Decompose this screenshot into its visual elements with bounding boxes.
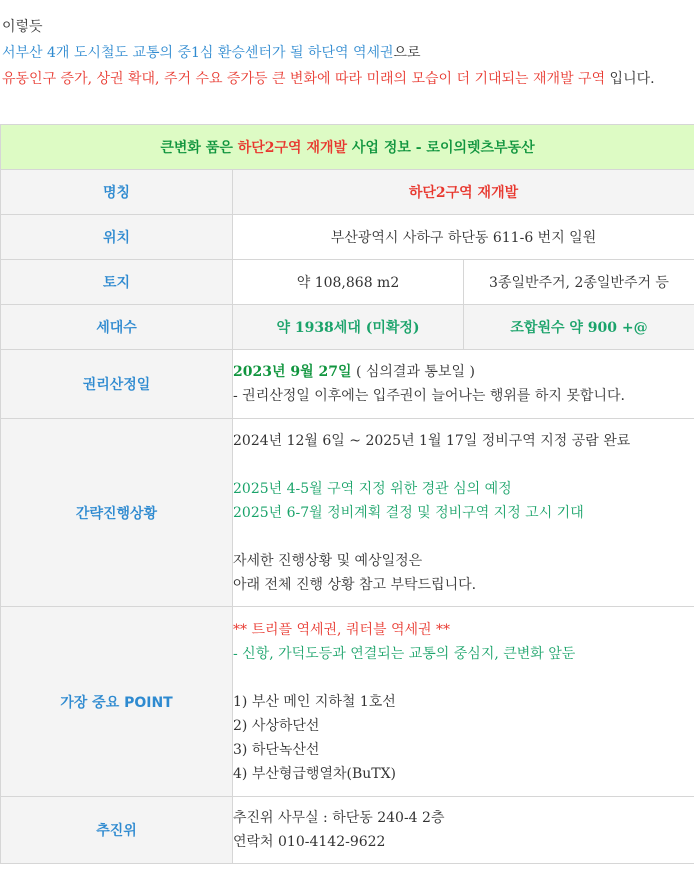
intro-line-3-end: 입니다. (605, 71, 655, 87)
label-households: 세대수 (1, 305, 233, 350)
point-item-3: 3) 하단녹산선 (233, 741, 320, 758)
table-row-name (1, 170, 694, 215)
spacer (233, 525, 694, 549)
progress-line-3: 2025년 6-7월 정비계획 결정 및 정비구역 지정 고시 기대 (233, 504, 584, 521)
intro-line-3 (2, 68, 692, 94)
value-households: 약 1938세대 (미확정) (233, 305, 464, 350)
intro-line-2-highlight: 서부산 4개 도시철도 교통의 중1심 환승센터가 될 하단역 역세권 (2, 45, 394, 61)
point-item-4: 4) 부산형급행열차(BuTX) (233, 765, 397, 782)
rights-date: 2023년 9월 27일 (233, 364, 352, 380)
rights-date-line (233, 360, 694, 384)
rights-date-desc: - 권리산정일 이후에는 입주권이 늘어나는 행위를 하지 못합니다. (233, 388, 625, 404)
spacer (233, 453, 694, 477)
table-row-committee (1, 797, 694, 864)
intro-line-2-end: 으로 (393, 45, 421, 61)
point-line-2: - 신항, 가덕도등과 연결되는 교통의 중심지, 큰변화 앞둔 (233, 645, 576, 662)
label-point: 가장 중요 POINT (1, 607, 233, 797)
value-land-area: 약 108,868 m2 (233, 260, 464, 305)
value-committee (233, 797, 694, 864)
table-row-location (1, 215, 694, 260)
table-title-post: 사업 정보 - 로이의렛츠부동산 (347, 140, 535, 156)
table-row-progress (1, 419, 694, 607)
intro-line-2 (2, 42, 692, 68)
label-land: 토지 (1, 260, 233, 305)
committee-office: 추진위 사무실 : 하단동 240-4 2층 (233, 810, 445, 826)
point-item-1: 1) 부산 메인 지하철 1호선 (233, 693, 396, 710)
label-progress: 간략진행상황 (1, 419, 233, 607)
table-title-pre: 큰변화 품은 (160, 140, 238, 156)
value-point (233, 607, 694, 797)
value-progress (233, 419, 694, 607)
table-row-point (1, 607, 694, 797)
rights-date-note: ( 심의결과 통보일 ) (351, 364, 475, 380)
value-members: 조합원수 약 900 +@ (464, 305, 694, 350)
label-rights-date: 권리산정일 (1, 350, 233, 419)
table-title-highlight: 하단2구역 재개발 (237, 140, 348, 156)
table-header-row (1, 125, 694, 170)
intro-line-3-highlight: 유동인구 증가, 상권 확대, 주거 수요 증가등 큰 변화에 따라 미래의 모습이 더 기대되는 재개발 구역 (2, 71, 606, 87)
point-line-1: ** 트리플 역세권, 쿼터블 역세권 ** (233, 621, 450, 638)
progress-line-4: 자세한 진행상황 및 예상일정은 (233, 552, 423, 569)
label-committee: 추진위 (1, 797, 233, 864)
table-row-households (1, 305, 694, 350)
value-land-zoning: 3종일반주거, 2종일반주거 등 (464, 260, 694, 305)
progress-line-2: 2025년 4-5월 구역 지정 위한 경관 심의 예정 (233, 480, 512, 497)
label-location: 위치 (1, 215, 233, 260)
intro-line-1 (2, 16, 692, 42)
table-title (1, 125, 694, 170)
table-row-land (1, 260, 694, 305)
project-info-table (0, 124, 694, 864)
intro-line-1-text: 이렇듯 (2, 19, 43, 35)
label-name: 명칭 (1, 170, 233, 215)
spacer (233, 666, 694, 690)
value-location: 부산광역시 사하구 하단동 611-6 번지 일원 (233, 215, 694, 260)
committee-contact: 연락처 010-4142-9622 (233, 834, 386, 850)
progress-line-1: 2024년 12월 6일 ~ 2025년 1월 17일 정비구역 지정 공람 완료 (233, 432, 631, 449)
value-name: 하단2구역 재개발 (233, 170, 694, 215)
value-rights-date (233, 350, 694, 419)
intro-text (2, 16, 692, 94)
point-item-2: 2) 사상하단선 (233, 717, 320, 734)
table-row-rights-date (1, 350, 694, 419)
progress-line-5: 아래 전체 진행 상황 참고 부탁드립니다. (233, 576, 477, 593)
